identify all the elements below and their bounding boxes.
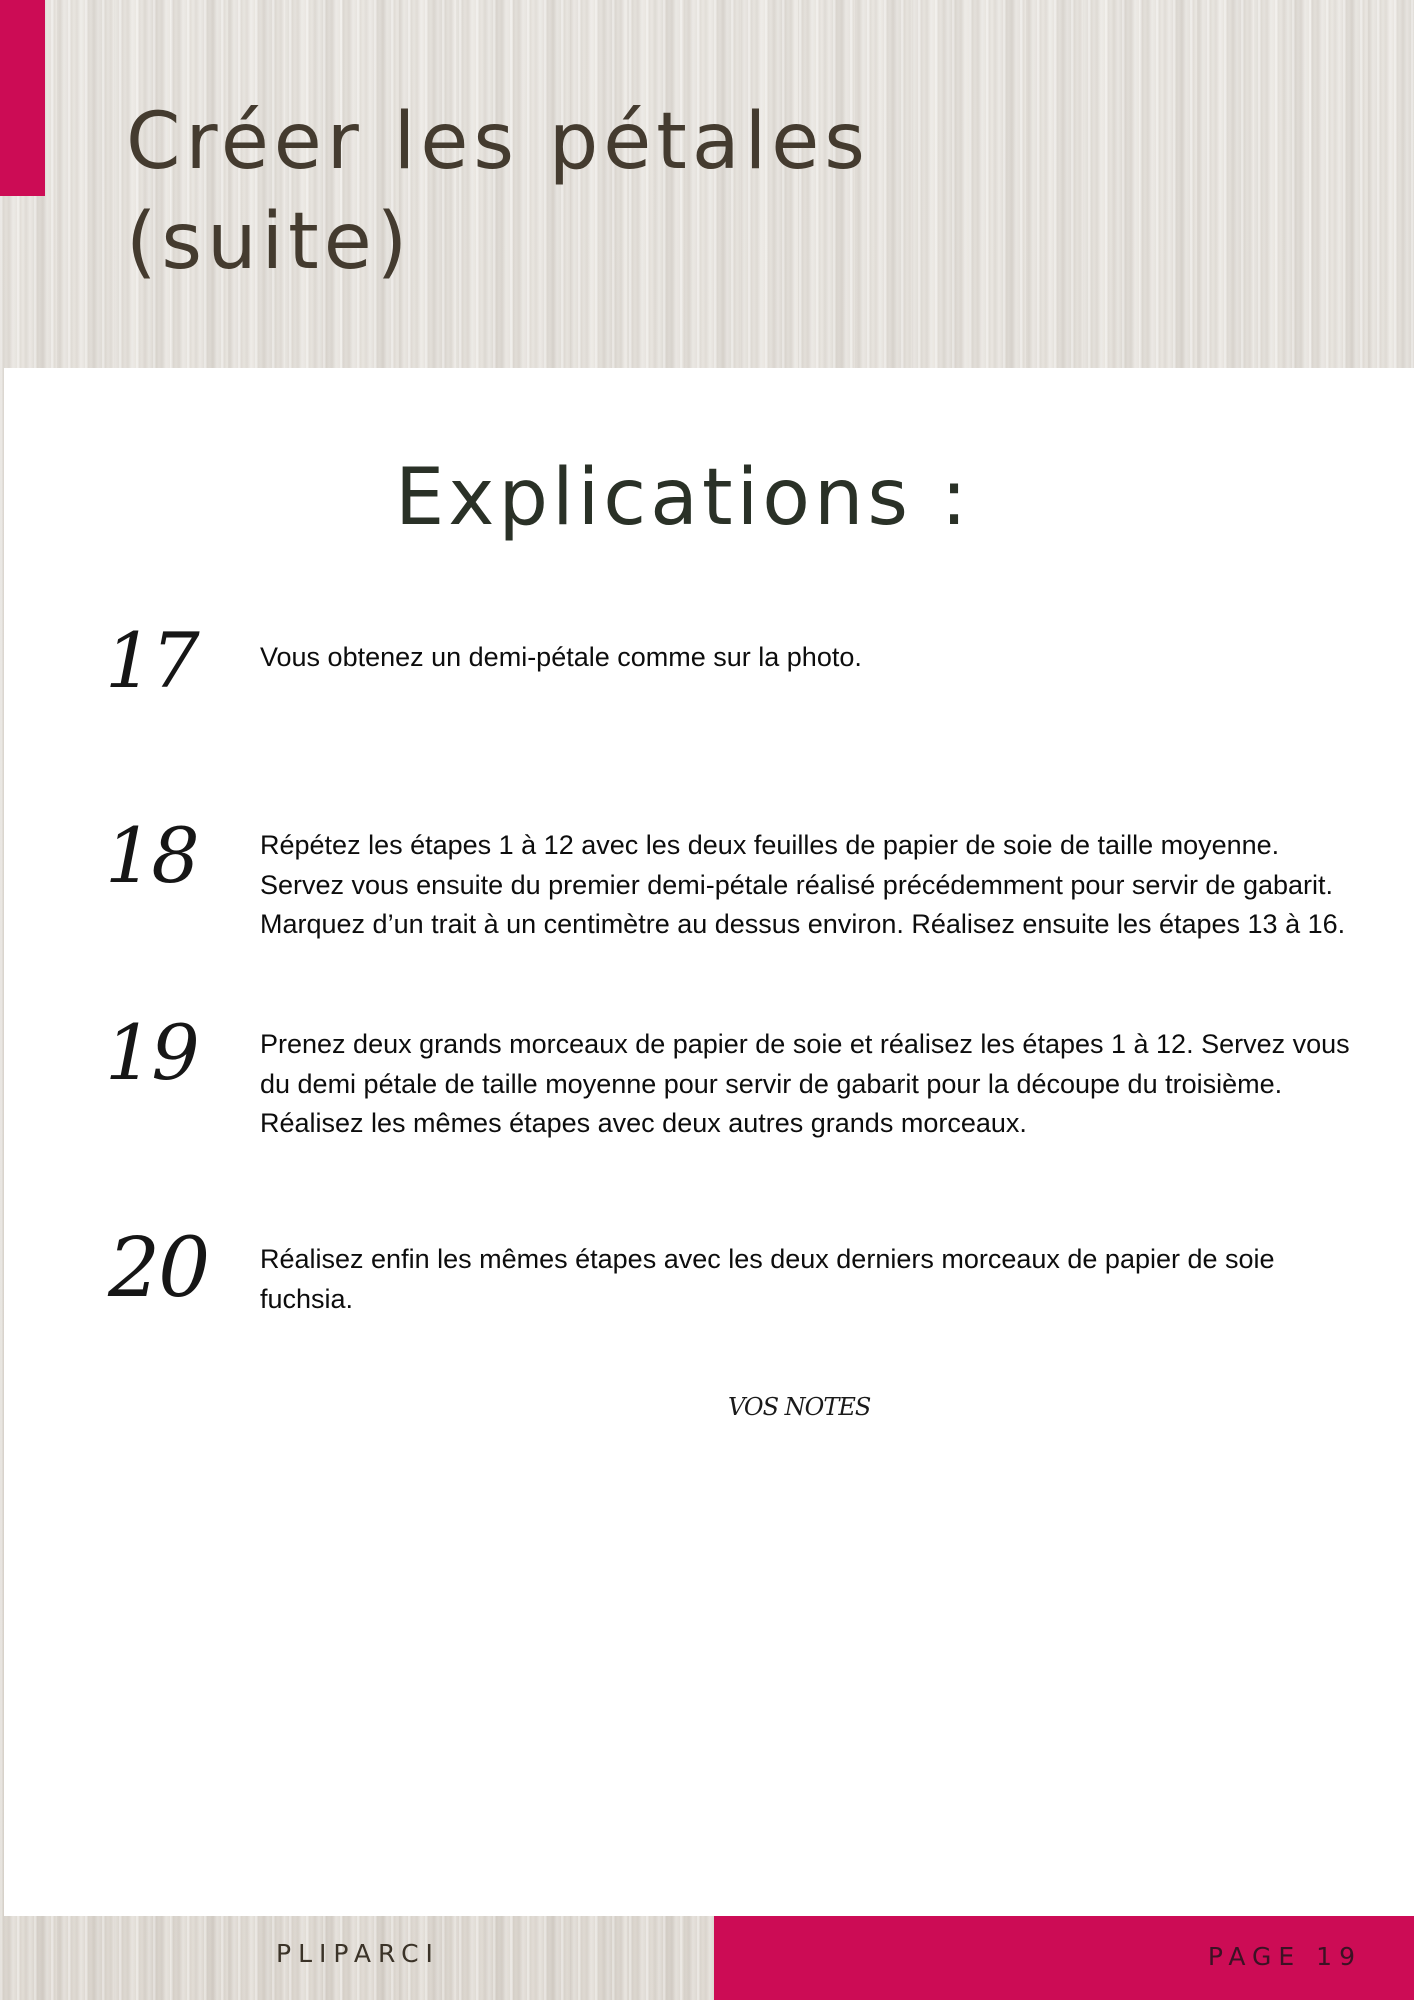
page-title: [126, 92, 870, 292]
step-text: Réalisez enfin les mêmes étapes avec les deux derniers morceaux de papier de soie fuchsia.: [260, 1244, 1275, 1314]
page-number: PAGE 19: [1207, 1942, 1362, 1971]
step-number: 20: [108, 1221, 209, 1316]
step-text: Vous obtenez un demi-pétale comme sur la photo.: [260, 642, 862, 672]
notes-label: VOS NOTES: [728, 1393, 871, 1421]
step-number: 17: [105, 616, 198, 705]
section-heading: Explications :: [395, 453, 972, 543]
step-text: Répétez les étapes 1 à 12 avec les deux feuilles de papier de soie de taille moyenne. Servez vous ensuite du premier demi-pétale réalisé précédemment pour servir de gabarit. Marquez d’un trait à un centimètre au dessus environ. Réalisez ensuite les étapes 13 à 16.: [260, 830, 1346, 939]
page-title-line2: (suite): [126, 197, 413, 287]
step-text: Prenez deux grands morceaux de papier de soie et réalisez les étapes 1 à 12. Servez vous du demi pétale de taille moyenne pour servir de gabarit pour la découpe du troisième. Réalisez les mêmes étapes avec deux autres grands morceaux.: [260, 1029, 1350, 1138]
accent-bar: [0, 0, 45, 196]
step-number: 19: [105, 1008, 198, 1097]
step-number: 18: [105, 811, 198, 900]
page-title-line1: Créer les pétales: [126, 97, 870, 187]
footer-brand: PLIPARCI: [276, 1939, 440, 1968]
